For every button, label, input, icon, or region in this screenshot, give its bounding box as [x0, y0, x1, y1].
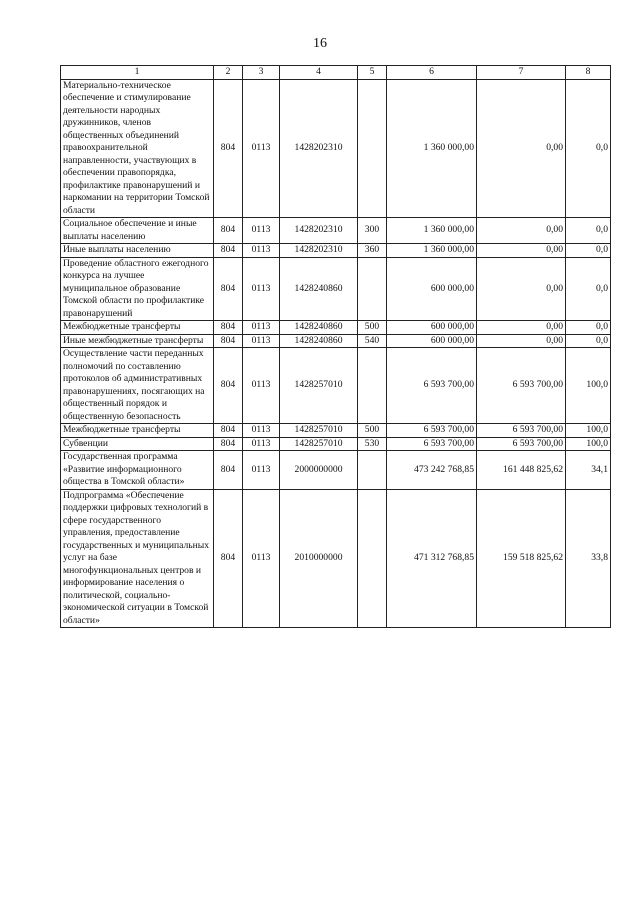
cell-name: Проведение областного ежегодного конкурса на лучшее муниципальное образование Томской области по профилактике правонарушений	[61, 257, 214, 321]
table-row	[61, 348, 611, 424]
cell-expense-type	[358, 79, 387, 218]
cell-section: 0113	[243, 451, 280, 490]
cell-section: 0113	[243, 79, 280, 218]
cell-grbs: 804	[214, 451, 243, 490]
cell-expense-type: 500	[358, 424, 387, 438]
header-col-6: 6	[387, 66, 477, 80]
header-col-1: 1	[61, 66, 214, 80]
cell-executed: 161 448 825,62	[477, 451, 566, 490]
cell-expense-type: 540	[358, 334, 387, 348]
cell-expense-type: 500	[358, 321, 387, 335]
cell-percent: 33,8	[566, 489, 611, 628]
cell-planned: 1 360 000,00	[387, 244, 477, 258]
cell-name: Иные межбюджетные трансферты	[61, 334, 214, 348]
cell-percent: 100,0	[566, 348, 611, 424]
table-row	[61, 218, 611, 244]
cell-grbs: 804	[214, 244, 243, 258]
cell-grbs: 804	[214, 334, 243, 348]
cell-percent: 0,0	[566, 334, 611, 348]
cell-grbs: 804	[214, 257, 243, 321]
cell-expense-type	[358, 489, 387, 628]
cell-section: 0113	[243, 424, 280, 438]
cell-name: Социальное обеспечение и иные выплаты населению	[61, 218, 214, 244]
cell-expense-type: 530	[358, 437, 387, 451]
table-row	[61, 489, 611, 628]
cell-name: Государственная программа «Развитие информационного общества в Томской области»	[61, 451, 214, 490]
cell-planned: 6 593 700,00	[387, 437, 477, 451]
cell-grbs: 804	[214, 437, 243, 451]
cell-planned: 1 360 000,00	[387, 218, 477, 244]
cell-percent: 100,0	[566, 424, 611, 438]
cell-planned: 6 593 700,00	[387, 348, 477, 424]
cell-section: 0113	[243, 321, 280, 335]
budget-table	[60, 65, 611, 628]
cell-planned: 471 312 768,85	[387, 489, 477, 628]
cell-grbs: 804	[214, 321, 243, 335]
cell-expense-type	[358, 451, 387, 490]
cell-grbs: 804	[214, 348, 243, 424]
cell-target-article: 1428240860	[280, 257, 358, 321]
cell-planned: 600 000,00	[387, 257, 477, 321]
cell-percent: 100,0	[566, 437, 611, 451]
cell-grbs: 804	[214, 489, 243, 628]
cell-planned: 473 242 768,85	[387, 451, 477, 490]
cell-executed: 6 593 700,00	[477, 437, 566, 451]
cell-target-article: 1428257010	[280, 348, 358, 424]
cell-section: 0113	[243, 334, 280, 348]
cell-target-article: 2000000000	[280, 451, 358, 490]
table-body	[61, 66, 611, 628]
cell-expense-type: 300	[358, 218, 387, 244]
cell-target-article: 1428240860	[280, 321, 358, 335]
header-col-2: 2	[214, 66, 243, 80]
cell-expense-type	[358, 348, 387, 424]
cell-planned: 600 000,00	[387, 321, 477, 335]
table-row	[61, 321, 611, 335]
cell-name: Межбюджетные трансферты	[61, 321, 214, 335]
table-row	[61, 437, 611, 451]
cell-section: 0113	[243, 489, 280, 628]
cell-executed: 0,00	[477, 218, 566, 244]
cell-expense-type: 360	[358, 244, 387, 258]
cell-name: Межбюджетные трансферты	[61, 424, 214, 438]
header-col-3: 3	[243, 66, 280, 80]
cell-name: Осуществление части переданных полномочий по составлению протоколов об административных правонарушениях, посягающих на общественный порядок и общественную безопасность	[61, 348, 214, 424]
cell-target-article: 1428202310	[280, 244, 358, 258]
cell-target-article: 1428240860	[280, 334, 358, 348]
cell-name: Материально-техническое обеспечение и стимулирование деятельности народных дружинников, членов общественных объединений правоохранительной направленности, участвующих в обеспечении правопорядка, профилактике правонарушений и наркомании на территории Томской области	[61, 79, 214, 218]
cell-planned: 600 000,00	[387, 334, 477, 348]
cell-planned: 1 360 000,00	[387, 79, 477, 218]
cell-percent: 0,0	[566, 257, 611, 321]
cell-executed: 159 518 825,62	[477, 489, 566, 628]
cell-percent: 34,1	[566, 451, 611, 490]
header-col-5: 5	[358, 66, 387, 80]
cell-section: 0113	[243, 348, 280, 424]
cell-target-article: 1428202310	[280, 218, 358, 244]
cell-section: 0113	[243, 244, 280, 258]
cell-executed: 0,00	[477, 79, 566, 218]
cell-executed: 0,00	[477, 244, 566, 258]
cell-executed: 6 593 700,00	[477, 424, 566, 438]
cell-executed: 6 593 700,00	[477, 348, 566, 424]
cell-executed: 0,00	[477, 321, 566, 335]
table-row	[61, 79, 611, 218]
table-row	[61, 451, 611, 490]
cell-grbs: 804	[214, 424, 243, 438]
cell-name: Подпрограмма «Обеспечение поддержки цифровых технологий в сфере государственного управления, предоставление государственных и муниципальных услуг на базе многофункциональных центров и информирование населения о политической, социально-экономической ситуации в Томской области»	[61, 489, 214, 628]
header-col-4: 4	[280, 66, 358, 80]
cell-planned: 6 593 700,00	[387, 424, 477, 438]
page-number: 16	[313, 36, 327, 51]
table-row	[61, 424, 611, 438]
cell-target-article: 1428257010	[280, 424, 358, 438]
table-row	[61, 334, 611, 348]
cell-section: 0113	[243, 218, 280, 244]
cell-executed: 0,00	[477, 334, 566, 348]
cell-percent: 0,0	[566, 244, 611, 258]
cell-percent: 0,0	[566, 321, 611, 335]
cell-target-article: 1428257010	[280, 437, 358, 451]
cell-expense-type	[358, 257, 387, 321]
cell-name: Субвенции	[61, 437, 214, 451]
cell-percent: 0,0	[566, 79, 611, 218]
cell-percent: 0,0	[566, 218, 611, 244]
cell-section: 0113	[243, 437, 280, 451]
header-col-7: 7	[477, 66, 566, 80]
cell-grbs: 804	[214, 218, 243, 244]
cell-section: 0113	[243, 257, 280, 321]
cell-executed: 0,00	[477, 257, 566, 321]
table-row	[61, 257, 611, 321]
table-row	[61, 244, 611, 258]
cell-target-article: 2010000000	[280, 489, 358, 628]
table-header-row	[61, 66, 611, 80]
header-col-8: 8	[566, 66, 611, 80]
cell-target-article: 1428202310	[280, 79, 358, 218]
cell-grbs: 804	[214, 79, 243, 218]
cell-name: Иные выплаты населению	[61, 244, 214, 258]
